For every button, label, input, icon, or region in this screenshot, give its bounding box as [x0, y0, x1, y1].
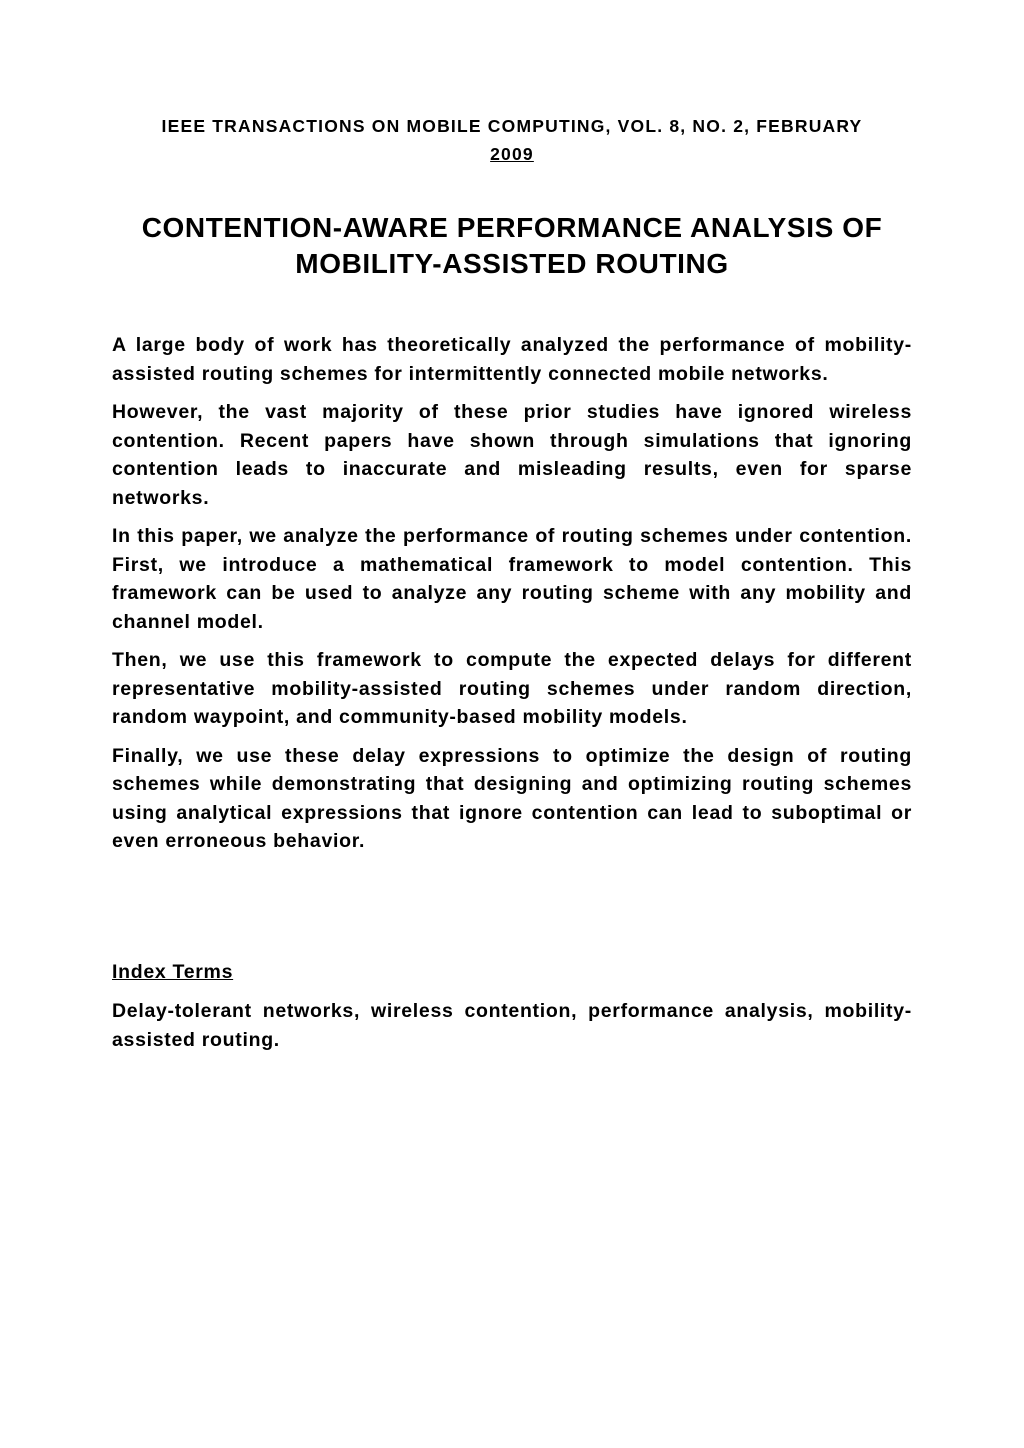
index-terms-text: Delay-tolerant networks, wireless contention, performance analysis, mobility-assisted routing. — [112, 1000, 912, 1051]
index-terms-heading: Index Terms — [112, 961, 234, 983]
abstract-paragraph: A large body of work has theoretically analyzed the performance of mobility-assisted routing schemes for intermittently connected mobile networks. — [112, 334, 912, 385]
journal-year: 2009 — [490, 144, 534, 164]
title-line-2: MOBILITY-ASSISTED ROUTING — [295, 248, 729, 279]
paper-title — [110, 210, 914, 282]
abstract — [112, 331, 912, 866]
abstract-paragraph: In this paper, we analyze the performance of routing schemes under contention. First, we introduce a mathematical framework to model contention. This framework can be used to analyze any routing scheme with any mobility and channel model. — [112, 525, 912, 633]
title-line-1: CONTENTION-AWARE PERFORMANCE ANALYSIS OF — [141, 212, 883, 243]
abstract-paragraph: However, the vast majority of these prior studies have ignored wireless contention. Recent papers have shown through simulations that ignoring contention leads to inaccurate and misleading results, even for sparse networks. — [112, 401, 912, 509]
journal-header — [110, 112, 914, 168]
abstract-paragraph: Finally, we use these delay expressions to optimize the design of routing schemes while demonstrating that designing and optimizing routing schemes using analytical expressions that ignore contention can lead to suboptimal or even erroneous behavior. — [112, 744, 912, 852]
journal-line: IEEE TRANSACTIONS ON MOBILE COMPUTING, VOL. 8, NO. 2, FEBRUARY — [161, 116, 863, 136]
abstract-paragraph: Then, we use this framework to compute the expected delays for different representative mobility-assisted routing schemes under random direction, random waypoint, and community-based mobility models. — [112, 649, 912, 728]
